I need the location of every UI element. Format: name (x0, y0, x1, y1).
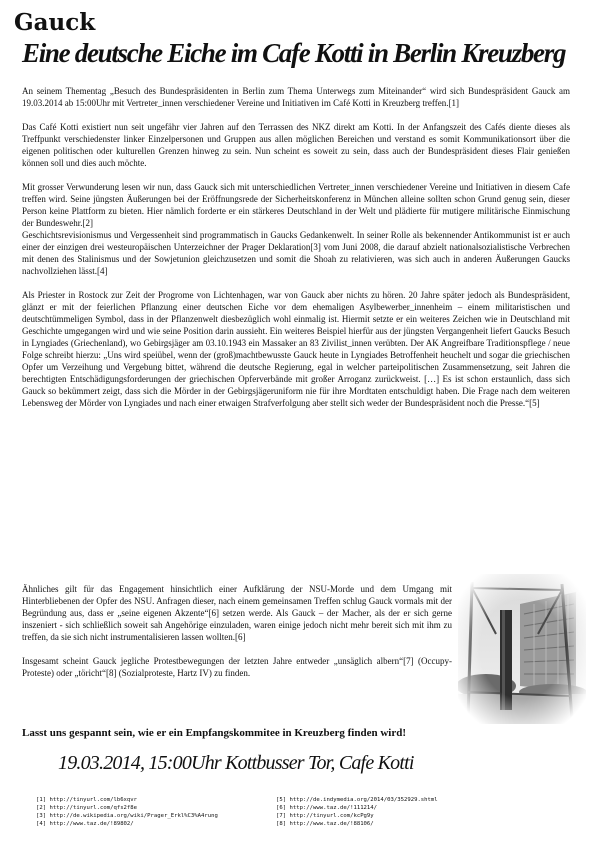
event-date-location: 19.03.2014, 15:00Uhr Kottbusser Tor, Cafe Kotti (58, 752, 414, 774)
article-body-narrow (22, 583, 452, 691)
reference-7[interactable]: [7] http://tinyurl.com/kcPg9y (276, 813, 374, 819)
article-body (22, 85, 570, 421)
references-left (36, 796, 218, 828)
paragraph-security-conference: Mit grosser Verwunderung lesen wir nun, dass Gauck sich mit unterschiedlichen Vertreter_innen verschiedener Vereine und Initiativen in diesem Cafe treffen wird. Seine jüngsten Äußerungen bei der Eröffnungsrede der Sicherheitskonferenz in München alleine sollten schon Grund genug sein, dieser Person keine Plattform zu bieten. Hier nämlich forderte er ein stärkeres Deutschland in der Welt und plädierte für mutigere militärische Einmischung der Bundeswehr.[2] (22, 182, 570, 228)
references-right (276, 796, 438, 828)
reference-3[interactable]: [3] http://de.wikipedia.org/wiki/Prager_Erkl%C3%A4rung (36, 813, 218, 819)
headline-name: Gauck (14, 9, 96, 36)
paragraph-protest: Insgesamt scheint Gauck jegliche Protestbewegungen der letzten Jahre entweder „unsäglich albern“[7] (Occupy-Proteste) oder „töricht“[8] (Sozialproteste, Hartz IV) zu finden. (22, 656, 452, 678)
call-to-action: Lasst uns gespannt sein, wie er ein Empfangskommitee in Kreuzberg finden wird! (22, 727, 407, 739)
reference-2[interactable]: [2] http://tinyurl.com/qfs2f8e (36, 805, 138, 811)
headline-subtitle: Eine deutsche Eiche im Cafe Kotti in Berlin Kreuzberg (22, 38, 566, 68)
paragraph-intro: An seinem Thementag „Besuch des Bundespräsidenten in Berlin zum Thema Unterwegs zum Miteinander“ wird sich Bundespräsident Gauck am 19.03.2014 ab 15:00Uhr mit Vertreter_innen verschiedener Vereine und Initiativen im Café Kotti in Kreuzberg treffen.[1] (22, 86, 570, 108)
reference-4[interactable]: [4] http://www.taz.de/!89802/ (36, 821, 134, 827)
paragraph-lichtenhagen: Als Priester in Rostock zur Zeit der Progrome von Lichtenhagen, war von Gauck aber nichts zu hören. 20 Jahre später jedoch als Bundespräsident, glänzt er mit der feierlichen Pflanzung einer deutschen Eiche vor dem ehemaligen Asylbewerber_innenheim – einem militaristischen und deutschtümmeligen Symbol, dass in der Pflanzenwelt diesbezüglich wohl einmalig ist. Hiermit setzte er ein weiteres Zeichen wie in Deutschland mit Geschichte umgegangen wird und wie seine Position darin aussieht. Ein weiteres Beispiel hierfür aus der jüngsten Vergangenheit liefert Gaucks Besuch in Lyngiades (Griechenland), wo Gebirgsjäger am 03.10.1943 ein Massaker an 83 Zivilist_innen verübten. Der AK Angreifbare Traditionspflege / neue Folge schreibt hierzu: „Uns wird speiübel, wenn der (groß)machtbewusste Gauck heute in Lyngiades Betroffenheit heuchelt und sogar die griechischen Opfer um Verzeihung und Vergebung bittet, während die deutsche Regierung, egal in welcher parteipolitischen Zusammensetzung, seit Jahren die berechtigten Entschädigungsforderungen der griechischen Opferverbände mit großer Arroganz zurückweist. […] Es ist schon erstaunlich, dass sich Gauck so bekümmert zeigt, dass sich die Mörder in der Gebirgsjägeruniform nie für ihre Mordtaten entschuldigt haben. Die Frage nach dem weiteren Lebensweg der Mörder von Lyngiades und nach einer etwaigen Strafverfolgung aber stellt sich weder der Bundespräsident noch die Presse.“[5] (22, 290, 570, 408)
paragraph-nsu: Ähnliches gilt für das Engagement hinsichtlich einer Aufklärung der NSU-Morde und dem Umgang mit Hinterbliebenen der Opfer des NSU. Anfragen dieser, nach einem gemeinsamen Treffen schlug Gauck vormals mit der Begründung aus, dass er „seine eigenen Akzente“[6] setzen werde. Als Gauck – der Macher, als der er sich gerne inszeniert - sich schließlich soweit sah Angehörige einzuladen, waren einige jedoch nicht mehr bereit sich mit ihm zu treffen, da sie sich nicht instrumentalisieren lassen wollten.[6] (22, 584, 452, 642)
reference-1[interactable]: [1] http://tinyurl.com/lb6xqvr (36, 797, 138, 803)
paragraph-revisionism: Geschichtsrevisionismus und Vergessenheit sind programmatisch in Gaucks Gedankenwelt. In seiner Rolle als bekennender Antikommunist ist er auch einer der einzigen drei westeuropäischen Unterzeichner der Prager Deklaration[3] vom Juni 2008, die darauf abzielt nationalsozialistische Verbrechen mit denen des Stalinismus und der Sowjetunion gleichzusetzen und somit die Shoah zu relativieren, was sich auch in anderen Äußerungen Gaucks nachvollziehen lässt.[4] (22, 230, 570, 276)
reference-5[interactable]: [5] http://de.indymedia.org/2014/03/352929.shtml (276, 797, 438, 803)
reference-8[interactable]: [8] http://www.taz.de/!88106/ (276, 821, 374, 827)
paragraph-cafe-kotti: Das Café Kotti existiert nun seit ungefähr vier Jahren auf den Terrassen des NKZ direkt am Kotti. In der Anfangszeit des Cafés diente dieses als Treffpunkt verschiedenster linker Einzelpersonen und Gruppen aus allen möglichen Bereichen und verstand es somit Kommunikationsort über die eigenen politischen oder kulturellen Grenzen hinweg zu sein. Nun scheint es soweit zu sein, dass auch der Bundespräsident dieses Flair genießen können soll und dies auch möchte. (22, 122, 570, 168)
oak-tree-photo (458, 574, 586, 724)
reference-6[interactable]: [6] http://www.taz.de/!111214/ (276, 805, 378, 811)
